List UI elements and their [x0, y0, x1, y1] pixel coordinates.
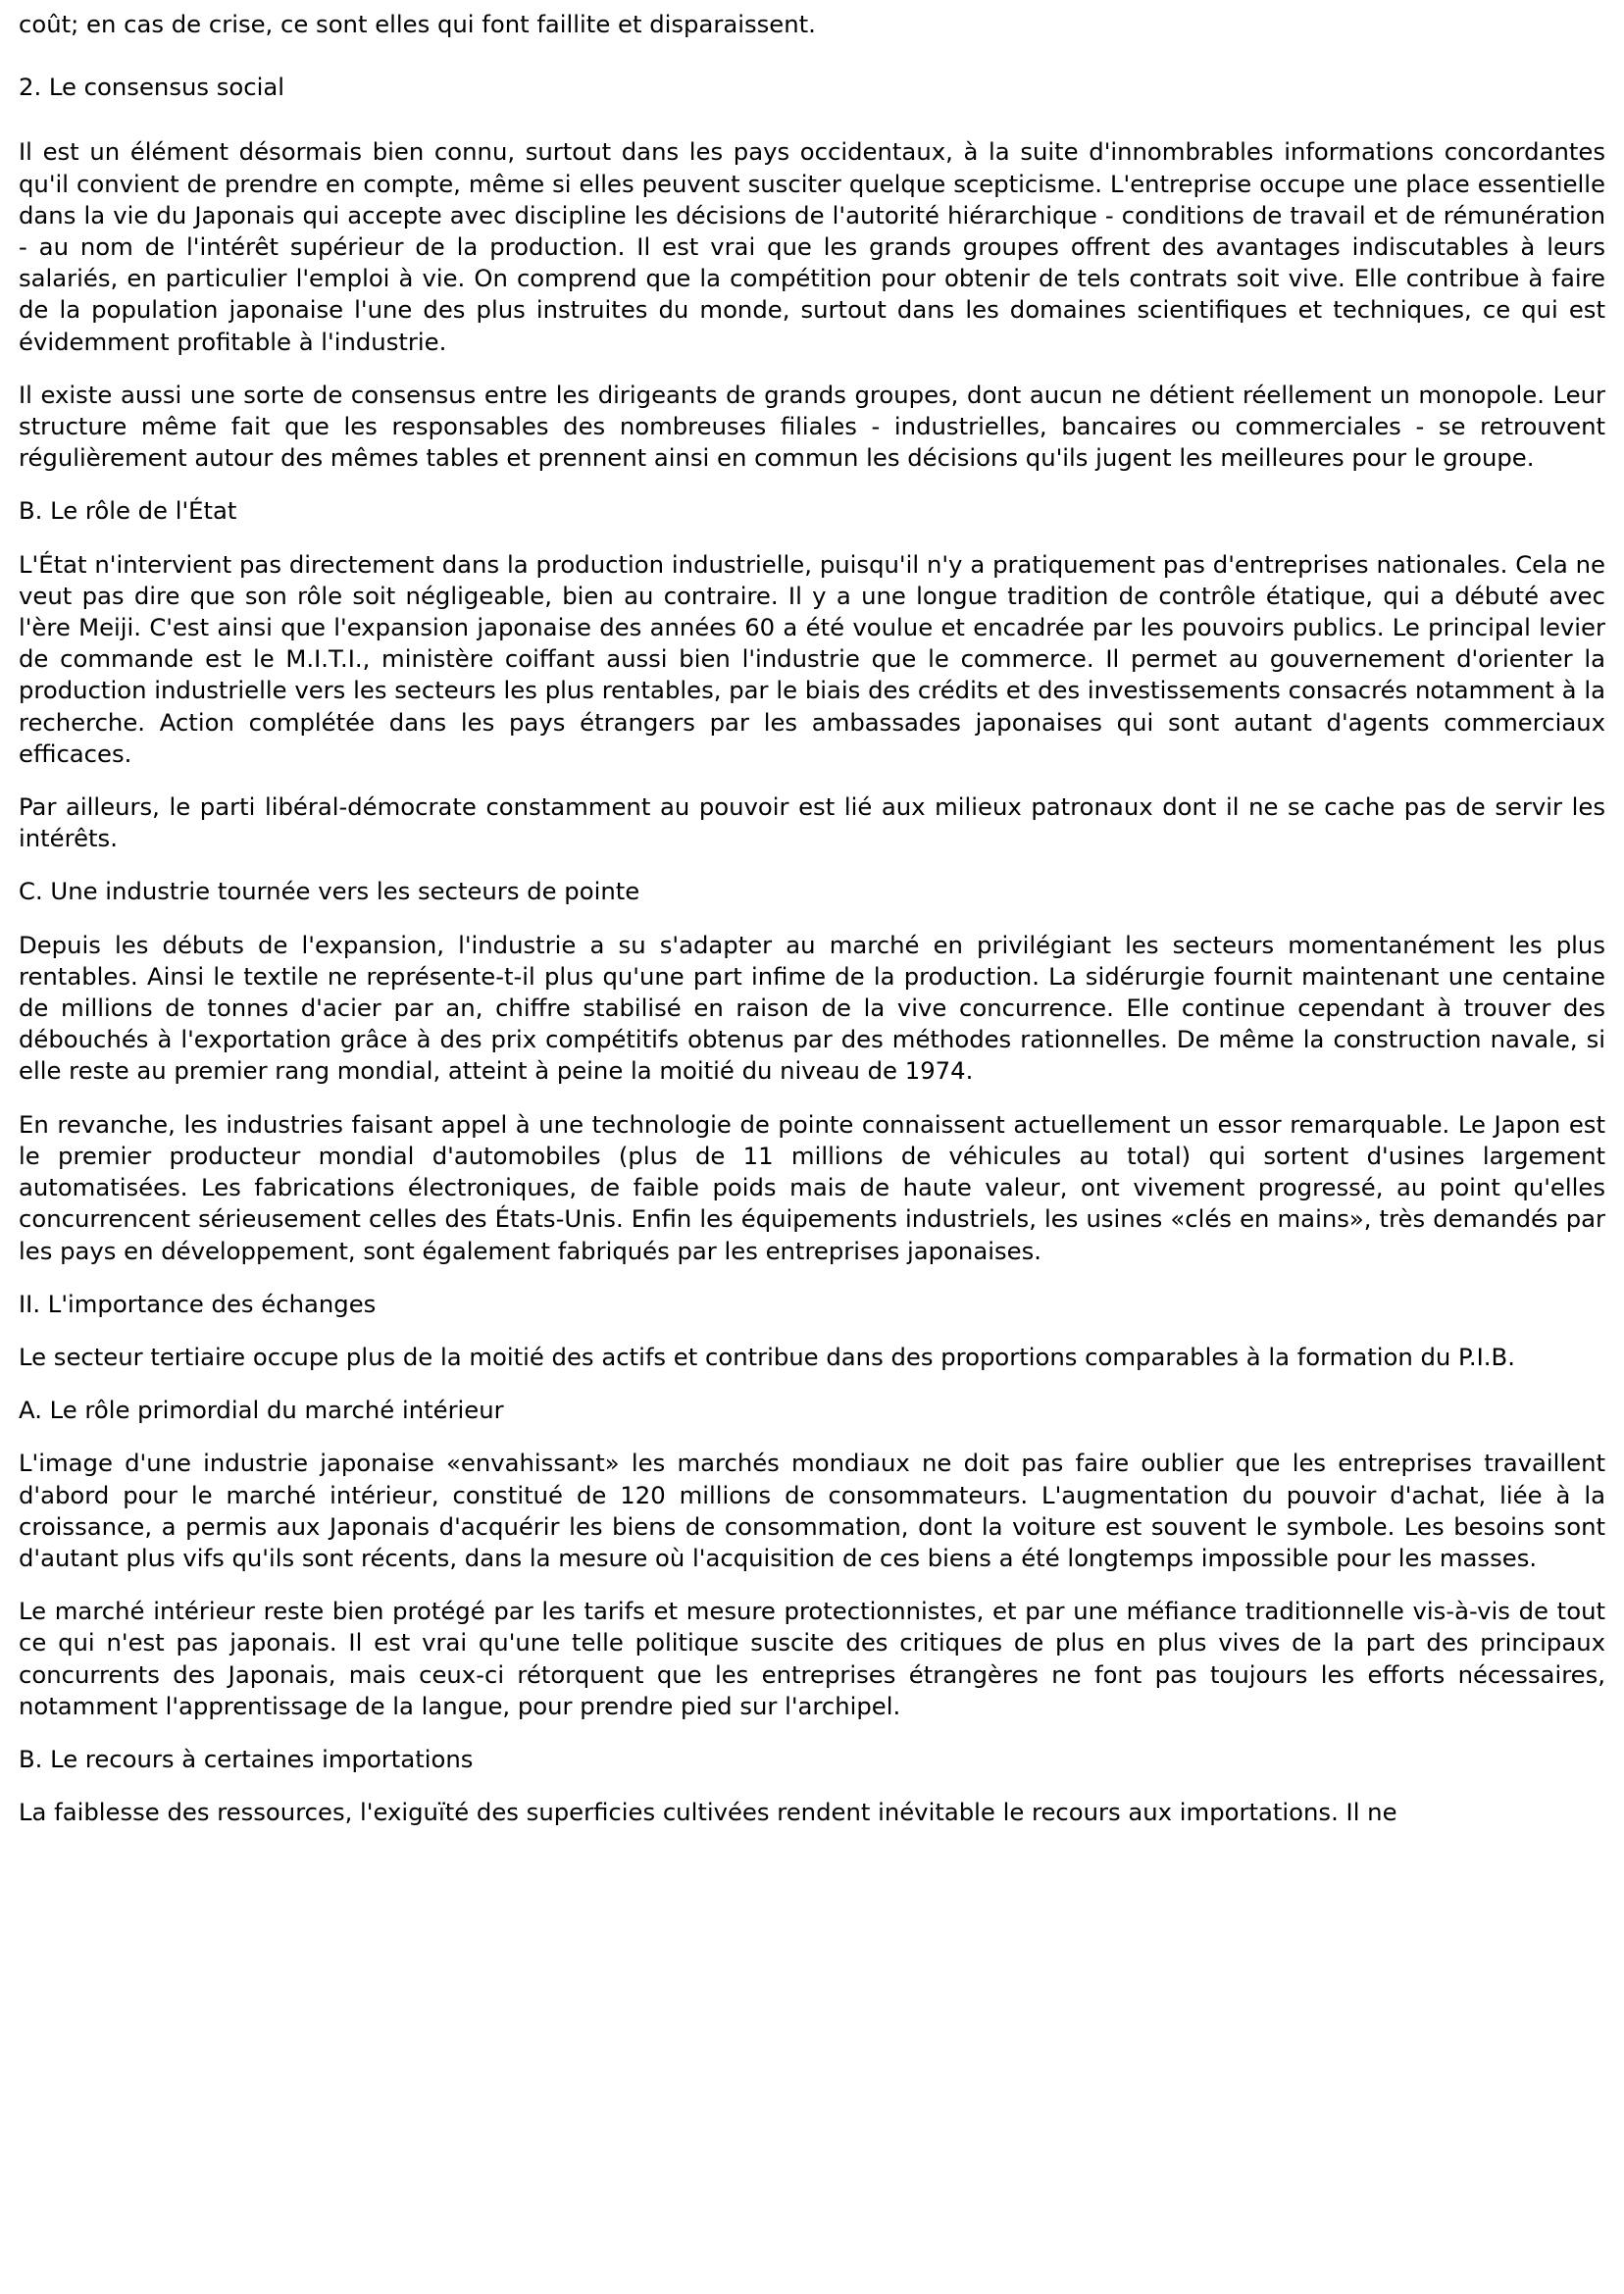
heading-importance-echanges: II. L'importance des échanges: [19, 1289, 377, 1318]
paragraph-role-etat: L'État n'intervient pas directement dans la production industrielle, puisqu'il n'y a pratiquement pas d'entreprises nationales. Cela ne veut pas dire que son rôle soit négligeable, bien au contraire. Il y a une longue tradition de contrôle étatique, qui a débuté avec l'ère Meiji. C'est ainsi que l'expansion japonaise des années 60 a été voulue et encadrée par les pouvoirs publics. Le principal levier de commande est le M.I.T.I., ministère coiffant aussi bien l'industrie que le commerce. Il permet au gouvernement d'orienter la production industrielle vers les secteurs les plus rentables, par le biais des crédits et des investissements consacrés notamment à la recherche. Action complétée dans les pays étrangers par les ambassades japonaises qui sont autant d'agents commerciaux efficaces.: [19, 549, 1605, 768]
paragraph-secteur-tertiaire: Le secteur tertiaire occupe plus de la moitié des actifs et contribue dans des proportions comparables à la formation du P.I.B.: [19, 1342, 1515, 1371]
paragraph-marche-interieur-image: L'image d'une industrie japonaise «envahissant» les marchés mondiaux ne doit pas faire oublier que les entreprises travaillent d'abord pour le marché intérieur, constitué de 120 millions de consommateurs. L'augmentation du pouvoir d'achat, liée à la croissance, a permis aux Japonais d'acquérir les biens de consommation, dont la voiture est souvent le symbole. Les besoins sont d'autant plus vifs qu'ils sont récents, dans la mesure où l'acquisition de ces biens a été longtemps impossible pour les masses.: [19, 1449, 1605, 1572]
paragraph-importations: La faiblesse des ressources, l'exiguïté des superficies cultivées rendent inévitable le recours aux importations. Il ne: [19, 1798, 1397, 1827]
heading-importations: B. Le recours à certaines importations: [19, 1744, 474, 1773]
heading-marche-interieur: A. Le rôle primordial du marché intérieur: [19, 1396, 504, 1425]
heading-role-etat: B. Le rôle de l'État: [19, 496, 237, 526]
paragraph-technologie-pointe: En revanche, les industries faisant appel à une technologie de pointe connaissent actuellement un essor remarquable. Le Japon est le premier producteur mondial d'automobiles (plus de 11 millions de véhicules au total) qui sortent d'usines largement automatisées. Les fabrications électroniques, de faible poids mais de haute valeur, ont vivement progressé, au point qu'elles concurrencent sérieusement celles des États-Unis. Enfin les équipements industriels, les usines «clés en mains», très demandés par les pays en développement, sont également fabriqués par les entreprises japonaises.: [19, 1109, 1605, 1265]
paragraph-consensus-dirigeants: Il existe aussi une sorte de consensus entre les dirigeants de grands groupes, dont aucun ne détient réellement un monopole. Leur structure même fait que les responsables des nombreuses filiales - industrielles, bancaires ou commerciales - se retrouvent régulièrement autour des mêmes tables et prennent ainsi en commun les décisions qu'ils jugent les meilleures pour le groupe.: [19, 380, 1605, 473]
heading-secteurs-pointe: C. Une industrie tournée vers les secteurs de pointe: [19, 877, 640, 906]
paragraph-continuation: coût; en cas de crise, ce sont elles qui font faillite et disparaissent.: [19, 10, 816, 38]
paragraph-expansion-industrie: Depuis les débuts de l'expansion, l'industrie a su s'adapter au marché en privilégiant les secteurs momentanément les plus rentables. Ainsi le textile ne représente-t-il plus qu'une part infime de la production. La sidérurgie fournit maintenant une centaine de millions de tonnes d'acier par an, chiffre stabilisé en raison de la vive concurrence. Elle continue cependant à trouver des débouchés à l'exportation grâce à des prix compétitifs obtenus par des méthodes rationnelles. De même la construction navale, si elle reste au premier rang mondial, atteint à peine la moitié du niveau de 1974.: [19, 930, 1605, 1086]
heading-consensus-social: 2. Le consensus social: [19, 73, 285, 102]
paragraph-consensus-entreprise: Il est un élément désormais bien connu, surtout dans les pays occidentaux, à la suite d'innombrables informations concordantes qu'il convient de prendre en compte, même si elles peuvent susciter quelque scepticisme. L'entreprise occupe une place essentielle dans la vie du Japonais qui accepte avec discipline les décisions de l'autorité hiérarchique - conditions de travail et de rémunération - au nom de l'intérêt supérieur de la production. Il est vrai que les grands groupes offrent des avantages indiscutables à leurs salariés, en particulier l'emploi à vie. On comprend que la compétition pour obtenir de tels contrats soit vive. Elle contribue à faire de la population japonaise l'une des plus instruites du monde, surtout dans les domaines scientifiques et techniques, ce qui est évidemment profitable à l'industrie.: [19, 137, 1605, 356]
document-page: [19, 0, 1605, 2294]
paragraph-parti-liberal: Par ailleurs, le parti libéral-démocrate constamment au pouvoir est lié aux milieux patronaux dont il ne se cache pas de servir les intérêts.: [19, 792, 1605, 853]
paragraph-marche-interieur-protection: Le marché intérieur reste bien protégé par les tarifs et mesure protectionnistes, et par une méfiance traditionnelle vis-à-vis de tout ce qui n'est pas japonais. Il est vrai qu'une telle politique suscite des critiques de plus en plus vives de la part des principaux concurrents des Japonais, mais ceux-ci rétorquent que les entreprises étrangères ne font pas toujours les efforts nécessaires, notamment l'apprentissage de la langue, pour prendre pied sur l'archipel.: [19, 1597, 1605, 1720]
